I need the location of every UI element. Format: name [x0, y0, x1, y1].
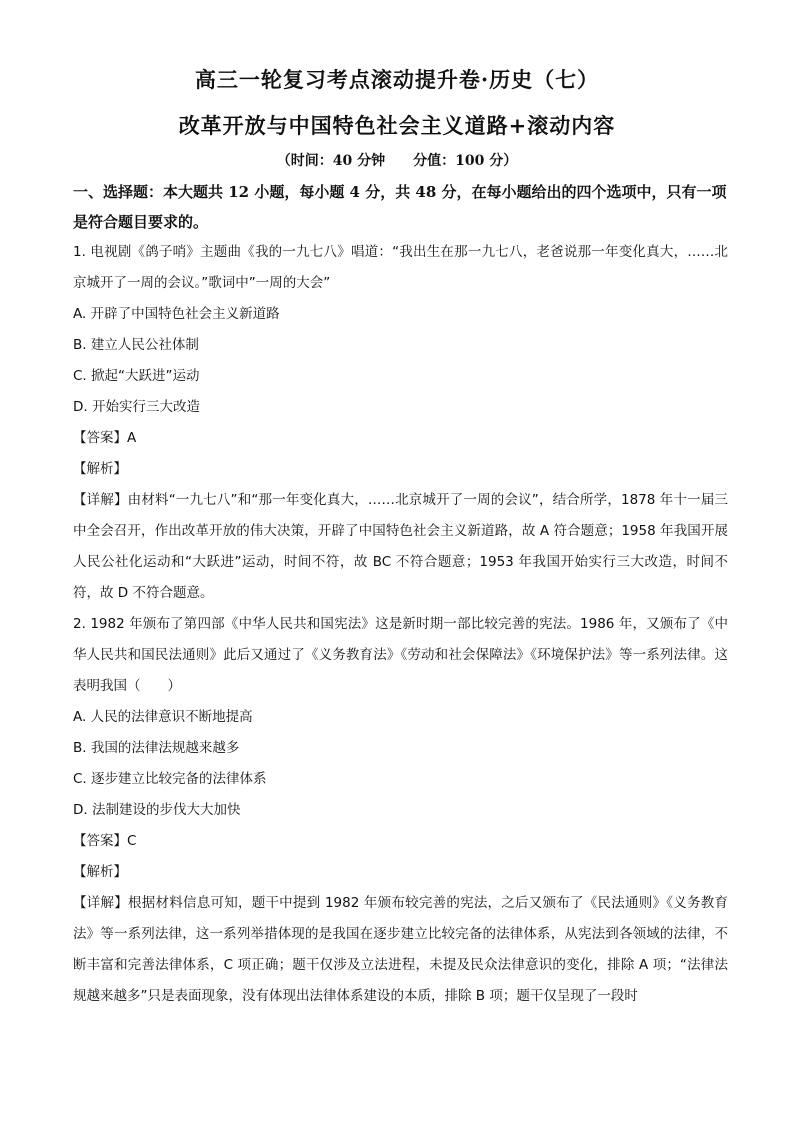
question-1	[73, 237, 728, 609]
answer-label: 【答案】A	[73, 430, 137, 446]
exam-subtitle: 改革开放与中国特色社会主义道路+滚动内容	[178, 113, 616, 138]
exam-title: 高三一轮复习考点滚动提升卷·历史（七）	[194, 67, 600, 92]
detail-explanation: 【详解】由材料“一九七八”和“那一年变化真大，……北京城开了一周的会议”，结合所学，1878 年十一届三中全会召开，作出改革开放的伟大决策，开辟了中国特色社会主义新道路，故 A 符合题意；1958 年我国开展人民公社化运动和“大跃进”运动，时间不符，故 BC 不符合题意；1953 年我国开始实行三大改造，时间不符，故 D 不符合题意。	[73, 492, 728, 601]
option-a: A. 人民的法律意识不断地提高	[73, 709, 253, 725]
option-b: B. 建立人民公社体制	[73, 337, 199, 353]
option-c: C. 掀起“大跃进”运动	[73, 368, 200, 384]
option-a: A. 开辟了中国特色社会主义新道路	[73, 306, 280, 322]
question-stem: 2. 1982 年颁布了第四部《中华人民共和国宪法》这是新时期一部比较完善的宪法。1986 年，又颁布了《中华人民共和国民法通则》此后又通过了《义务教育法》《劳动和社会保障法》《环境保护法》等一系列法律。这表明我国（ ）	[73, 616, 728, 694]
exam-time: （时间：40 分钟	[276, 153, 386, 169]
option-b: B. 我国的法律法规越来越多	[73, 740, 240, 756]
section-heading: 一、选择题：本大题共 12 小题，每小题 4 分，共 48 分，在每小题给出的四个选项中，只有一项是符合题目要求的。	[73, 183, 727, 231]
analysis-label: 【解析】	[73, 864, 127, 880]
option-d: D. 开始实行三大改造	[73, 399, 200, 415]
exam-content	[73, 177, 728, 1012]
exam-score: 分值：100 分）	[413, 153, 518, 169]
detail-explanation: 【详解】根据材料信息可知，题干中提到 1982 年颁布较完善的宪法，之后又颁布了《民法通则》《义务教育法》等一系列法律，这一系列举措体现的是我国在逐步建立比较完备的法律体系，从宪法到各领域的法律，不断丰富和完善法律体系，C 项正确；题干仅涉及立法进程，未提及民众法律意识的变化，排除 A 项；“法律法规越来越多”只是表面现象，没有体现出法律体系建设的本质，排除 B 项；题干仅呈现了一段时	[73, 895, 728, 1004]
option-d: D. 法制建设的步伐大大加快	[73, 802, 241, 818]
analysis-label: 【解析】	[73, 461, 127, 477]
answer-label: 【答案】C	[73, 833, 137, 849]
question-2	[73, 609, 728, 1012]
option-c: C. 逐步建立比较完备的法律体系	[73, 771, 267, 787]
exam-meta	[0, 150, 794, 170]
question-stem: 1. 电视剧《鸽子哨》主题曲《我的一九七八》唱道：“我出生在那一九七八，老爸说那一年变化真大，……北京城开了一周的会议。”歌词中”一周的大会”	[73, 244, 728, 291]
